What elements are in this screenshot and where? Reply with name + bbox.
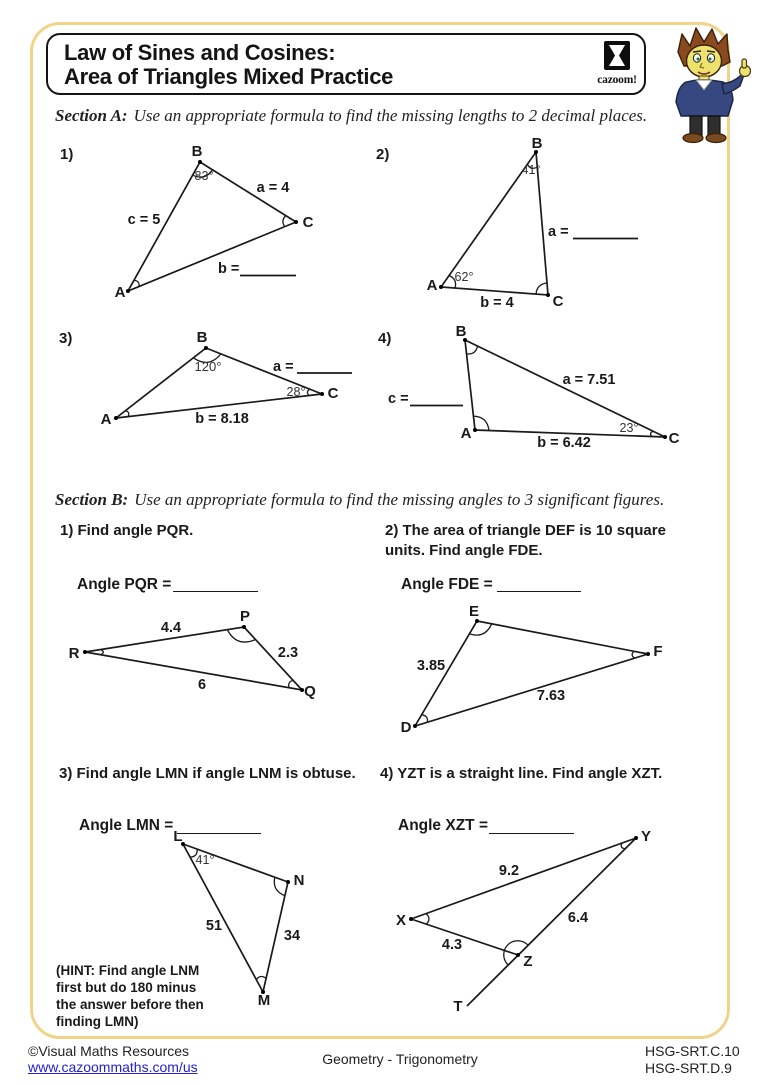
worksheet-title-line1: Law of Sines and Cosines:	[64, 40, 336, 65]
side-label: 9.2	[498, 863, 520, 879]
figure-a1-triangle-abc	[115, 143, 314, 301]
vertex-label: F	[653, 643, 663, 660]
vertex-label: B	[196, 329, 208, 346]
vertex-label: M	[257, 992, 271, 1009]
angle-value: 41°	[521, 163, 541, 177]
footer-topic: Geometry - Trigonometry	[322, 1051, 478, 1067]
figure-b4-triangle-xyz-line-t	[396, 828, 651, 1015]
vertex-label: C	[552, 293, 564, 310]
answer-label-pqr: Angle PQR =	[77, 576, 172, 593]
angle-value: 120°	[194, 359, 222, 374]
angle-value: 23°	[619, 421, 639, 435]
side-label: 7.63	[536, 688, 566, 704]
problem-a3-number: 3)	[59, 330, 73, 347]
problem-a1-number: 1)	[60, 146, 74, 163]
cazoom-logo-text: cazoom!	[597, 74, 637, 86]
side-label: a =	[548, 224, 569, 240]
side-label: a = 7.51	[562, 372, 616, 388]
vertex-label: A	[100, 411, 112, 428]
side-label: b =	[218, 261, 240, 277]
hint-line-2: first but do 180 minus	[56, 980, 197, 995]
angle-value: 41°	[195, 853, 215, 867]
side-label: c = 5	[127, 212, 161, 228]
answer-label-xzt: Angle XZT =	[398, 817, 488, 834]
vertex-label: C	[327, 385, 339, 402]
section-b-instructions: Use an appropriate formula to find the missing angles to 3 significant figures.	[134, 490, 665, 509]
side-label: b = 4	[480, 295, 514, 311]
vertex-label: Q	[304, 683, 316, 700]
vertex-label: L	[173, 828, 183, 845]
side-label: 4.4	[160, 620, 182, 636]
vertex-label: B	[531, 135, 543, 152]
figure-b3-triangle-lmn	[173, 828, 304, 1009]
hint-line-4: finding LMN)	[56, 1014, 139, 1029]
side-label: 3.85	[416, 658, 446, 674]
side-label: 4.3	[441, 937, 463, 953]
vertex-label: C	[668, 430, 680, 447]
section-b-label: Section B:	[55, 490, 129, 509]
vertex-label: C	[302, 214, 314, 231]
footer-standard-code-1: HSG-SRT.C.10	[645, 1043, 740, 1059]
answer-label-lmn: Angle LMN =	[79, 817, 174, 834]
vertex-label: B	[455, 323, 467, 340]
side-label: 6	[197, 677, 207, 693]
figure-a4-triangle-abc	[388, 323, 680, 451]
problem-a4-number: 4)	[378, 330, 392, 347]
footer-standard-code-2: HSG-SRT.D.9	[645, 1060, 732, 1076]
figure-b2-triangle-def	[401, 603, 663, 736]
problem-b3-text: 3) Find angle LMN if angle LNM is obtuse.	[59, 765, 356, 782]
side-label: 34	[283, 928, 301, 944]
angle-value: 83°	[194, 169, 214, 183]
vertex-label: T	[453, 998, 463, 1015]
side-label: a = 4	[256, 180, 290, 196]
side-label: c =	[388, 391, 409, 407]
problem-b2-text-line2: units. Find angle FDE.	[385, 542, 543, 559]
vertex-label: D	[400, 719, 412, 736]
footer-copyright: ©Visual Maths Resources	[28, 1043, 190, 1059]
figure-a2-triangle-abc	[427, 135, 638, 311]
side-label: 51	[205, 918, 223, 934]
angle-value: 62°	[454, 270, 474, 284]
side-label: a =	[273, 359, 294, 375]
answer-label-fde: Angle FDE =	[401, 576, 493, 593]
vertex-label: X	[395, 912, 407, 929]
cazoom-logo-icon	[604, 41, 630, 70]
figure-b1-triangle-pqr	[69, 608, 317, 700]
footer-website-link[interactable]: www.cazoommaths.com/us	[28, 1059, 198, 1075]
figure-a3-triangle-abc	[101, 329, 352, 428]
problem-b2-text-line1: 2) The area of triangle DEF is 10 square	[385, 522, 666, 539]
cazoom-logo	[595, 41, 639, 88]
side-label: 2.3	[277, 645, 299, 661]
worksheet-title-line2: Area of Triangles Mixed Practice	[64, 64, 394, 89]
hint-line-3: the answer before then	[56, 997, 204, 1012]
vertex-label: Y	[640, 828, 652, 845]
hint-line-1: (HINT: Find angle LNM	[56, 963, 200, 978]
vertex-label: Z	[523, 953, 533, 970]
mascot-boy-illustration	[648, 22, 768, 144]
section-a-instructions: Use an appropriate formula to find the missing lengths to 2 decimal places.	[133, 106, 648, 125]
problem-a2-number: 2)	[376, 146, 390, 163]
vertex-label: B	[191, 143, 203, 160]
vertex-label: N	[293, 872, 305, 889]
side-label: b = 6.42	[537, 435, 591, 451]
section-a-label: Section A:	[55, 106, 128, 125]
vertex-label: A	[460, 425, 472, 442]
problem-b1-text: 1) Find angle PQR.	[60, 522, 194, 539]
vertex-label: A	[114, 284, 126, 301]
side-label: 6.4	[567, 910, 589, 926]
side-label: b = 8.18	[195, 411, 249, 427]
vertex-label: R	[68, 645, 80, 662]
angle-value: 28°	[286, 385, 306, 399]
vertex-label: E	[468, 603, 480, 620]
problem-b4-text: 4) YZT is a straight line. Find angle XZT.	[380, 765, 663, 782]
vertex-label: P	[239, 608, 251, 625]
vertex-label: A	[426, 277, 438, 294]
